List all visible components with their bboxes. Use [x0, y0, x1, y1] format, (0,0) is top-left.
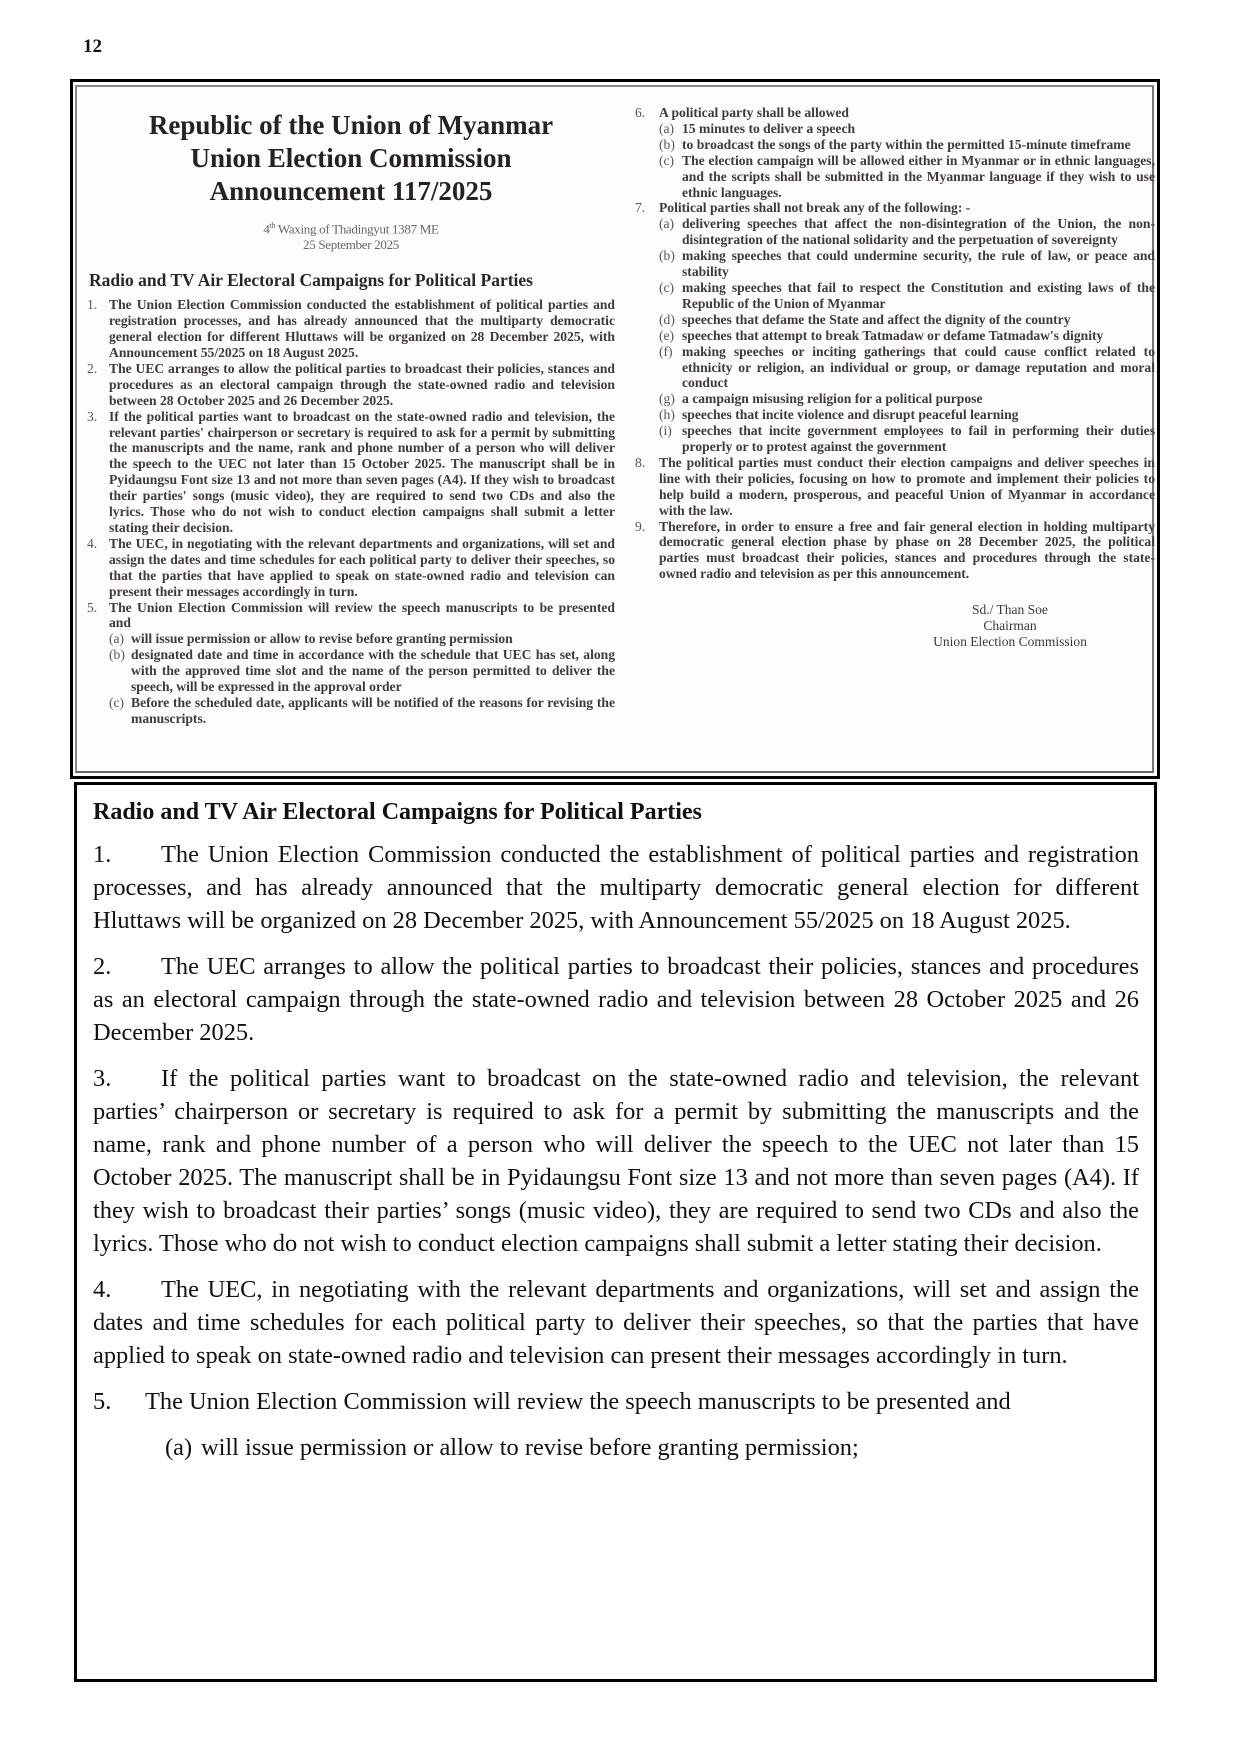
announcement-scan-frame [70, 79, 1160, 779]
announcement-item-7f [635, 344, 1155, 392]
announcement-left-column [87, 87, 615, 727]
item-label: (d) [659, 311, 675, 327]
item-label: (h) [659, 407, 675, 423]
paragraph-number: 1. [87, 297, 98, 313]
transcription-paragraph-4 [93, 1273, 1139, 1372]
announcement-item-7a [635, 216, 1155, 248]
paragraph-number: 2. [93, 953, 112, 980]
item-label: (c) [109, 694, 125, 710]
item-text: will issue permission or allow to revise before granting permission; [201, 1434, 859, 1461]
date-myanmar-rest: Waxing of Thadingyut 1387 ME [275, 221, 439, 237]
transcription-paragraph-1 [93, 838, 1139, 937]
item-label: (b) [659, 248, 675, 264]
paragraph-text: Therefore, in order to ensure a free and fair general election in holding multiparty democratic general election phase by phase on 28 December 2025, the political parties must broadcast their policies, stances and procedures through the state-owned radio and television as per this announcement. [659, 518, 1155, 582]
announcement-scan-inner [75, 85, 1154, 773]
paragraph-text: Political parties shall not break any of the following: - [659, 200, 971, 216]
item-label: (g) [659, 391, 675, 407]
announcement-item-7d [635, 312, 1155, 328]
paragraph-number: 3. [87, 408, 98, 424]
announcement-paragraph-3 [87, 409, 615, 536]
announcement-item-6c [635, 153, 1155, 201]
item-label: (c) [659, 279, 675, 295]
paragraph-number: 7. [635, 200, 646, 216]
item-text: speeches that defame the State and affect the dignity of the country [682, 311, 1071, 327]
announcement-paragraph-6 [635, 105, 1155, 121]
paragraph-text: The UEC, in negotiating with the relevant departments and organizations, will set and assign the dates and time schedules for each political party to deliver their speeches, so that the parties that have applied to speak on state-owned radio and television can present their messages accordingly in turn. [109, 535, 615, 599]
transcription-paragraph-3 [93, 1062, 1139, 1260]
announcement-subtitle: Radio and TV Air Electoral Campaigns for Political Parties [89, 270, 533, 291]
signatory-name: Sd./ Than Soe [972, 602, 1048, 618]
announcement-item-7g [635, 391, 1155, 407]
item-label: (a) [165, 1434, 193, 1461]
announcement-paragraph-8 [635, 455, 1155, 519]
paragraph-text: If the political parties want to broadcast on the state-owned radio and television, the relevant parties' chairperson or secretary is required to ask for a permit by submitting the manuscripts and the name, rank and phone number of a person who will deliver the speech to the UEC not later than 15 October 2025. The manuscript shall be in Pyidaungsu Font size 13 and not more than seven pages (A4). If they wish to broadcast their parties' songs (music video), they are required to send two CDs and also the lyrics. Those who do not wish to conduct election campaigns shall submit a letter stating their decision. [109, 408, 615, 536]
paragraph-number: 6. [635, 105, 646, 120]
item-label: (b) [109, 647, 125, 663]
item-text: The election campaign will be allowed either in Myanmar or in ethnic languages, and the scripts shall be submitted in the Myanmar language if they wish to use ethnic languages. [682, 152, 1155, 200]
announcement-paragraph-5 [87, 600, 615, 632]
item-text: making speeches or inciting gatherings that could cause conflict related to ethnicity or religion, an individual or group, or damage reputation and moral conduct [682, 343, 1155, 391]
item-text: will issue permission or allow to revise before granting permission [131, 631, 513, 647]
transcription-title: Radio and TV Air Electoral Campaigns for Political Parties [93, 799, 702, 825]
paragraph-text: If the political parties want to broadcast on the state-owned radio and television, the relevant parties’ chairperson or secretary is required to ask for a permit by submitting the manuscripts and the name, rank and phone number of a person who will deliver the speech to the UEC not later than 15 October 2025. The manuscript shall be in Pyidaungsu Font size 13 and not more than seven pages (A4). If they wish to broadcast their parties’ songs (music video), they are required to send two CDs and also the lyrics. Those who do not wish to conduct election campaigns shall submit a letter stating their decision. [93, 1065, 1139, 1257]
paragraph-text: The political parties must conduct their election campaigns and deliver speeches in line with their policies, focusing on how to promote and implement their policies to help build a modern, prosperous, and peaceful Union of Myanmar in accordance with the law. [659, 454, 1155, 518]
transcription-item-5a [93, 1431, 1139, 1464]
item-label: (f) [659, 343, 673, 359]
announcement-item-7b [635, 248, 1155, 280]
paragraph-number: 1. [93, 841, 112, 868]
page-number: 12 [83, 36, 102, 57]
item-text: to broadcast the songs of the party within the permitted 15-minute timeframe [682, 136, 1131, 152]
item-text: speeches that incite government employees to fail in performing their duties properly or to protest against the government [682, 423, 1155, 455]
transcription-box [74, 782, 1157, 1682]
announcement-item-6a [635, 121, 1155, 137]
paragraph-number: 5. [87, 599, 98, 615]
item-label: (b) [659, 136, 675, 152]
announcement-title [87, 109, 615, 208]
item-label: (a) [659, 120, 675, 136]
announcement-item-7e [635, 328, 1155, 344]
item-text: making speeches that could undermine security, the rule of law, or peace and stability [682, 248, 1155, 280]
item-label: (e) [659, 327, 675, 343]
paragraph-text: The Union Election Commission conducted the establishment of political parties and registration processes, and has already announced that the multiparty democratic general election for different Hluttaws will be organized on 28 December 2025, with Announcement 55/2025 on 18 August 2025. [93, 841, 1139, 934]
announcement-paragraph-1 [87, 297, 615, 361]
item-label: (c) [659, 152, 675, 168]
item-label: (a) [109, 631, 125, 647]
announcement-right-column [635, 105, 1155, 650]
announcement-paragraph-9 [635, 519, 1155, 583]
paragraph-text: The Union Election Commission will review the speech manuscripts to be presented and [145, 1388, 1011, 1415]
item-text: making speeches that fail to respect the Constitution and existing laws of the Republic of the Union of Myanmar [682, 279, 1155, 311]
title-line-country: Republic of the Union of Myanmar [148, 110, 554, 140]
paragraph-number: 9. [635, 518, 646, 534]
date-ordinal-suffix: th [269, 221, 276, 230]
item-text: 15 minutes to deliver a speech [682, 120, 856, 136]
item-label: (a) [659, 216, 675, 232]
paragraph-number: 4. [87, 535, 98, 551]
item-text: speeches that attempt to break Tatmadaw or defame Tatmadaw's dignity [682, 327, 1104, 343]
announcement-item-5c [87, 695, 615, 727]
title-line-commission: Union Election Commission [190, 143, 512, 173]
paragraph-number: 3. [93, 1065, 112, 1092]
item-text: delivering speeches that affect the non-disintegration of the Union, the non-disintegration of the national solidarity and the perpetuation of sovereignty [682, 216, 1155, 248]
item-text: a campaign misusing religion for a political purpose [682, 391, 983, 407]
announcement-item-7i [635, 423, 1155, 455]
title-line-number: Announcement 117/2025 [209, 176, 493, 206]
announcement-item-7c [635, 280, 1155, 312]
signature-block [865, 602, 1155, 650]
announcement-paragraph-4 [87, 536, 615, 600]
paragraph-text: The UEC arranges to allow the political parties to broadcast their policies, stances and procedures as an electoral campaign through the state-owned radio and television between 28 October 2025 and 26 December 2025. [109, 360, 615, 408]
announcement-paragraph-2 [87, 361, 615, 409]
paragraph-number: 5. [93, 1388, 112, 1415]
paragraph-number: 8. [635, 454, 646, 470]
announcement-date [87, 218, 615, 253]
date-gregorian: 25 September 2025 [303, 237, 399, 253]
paragraph-number: 4. [93, 1276, 112, 1303]
item-text: speeches that incite violence and disrupt peaceful learning [682, 407, 1019, 423]
date-myanmar [87, 218, 615, 237]
paragraph-text: The UEC, in negotiating with the relevant departments and organizations, will set and assign the dates and time schedules for each political party to deliver their speeches, so that the parties that have applied to speak on state-owned radio and television can present their messages accordingly in turn. [93, 1276, 1139, 1369]
paragraph-number: 2. [87, 360, 98, 376]
signatory-organization: Union Election Commission [933, 634, 1087, 650]
item-label: (i) [659, 423, 672, 439]
announcement-item-7h [635, 407, 1155, 423]
announcement-item-5a [87, 631, 615, 647]
paragraph-text: A political party shall be allowed [659, 105, 849, 120]
announcement-paragraph-7 [635, 200, 1155, 216]
signatory-position: Chairman [983, 618, 1037, 634]
announcement-item-6b [635, 137, 1155, 153]
announcement-item-5b [87, 647, 615, 695]
date-ordinal: 4 [263, 221, 270, 237]
paragraph-text: The Union Election Commission will review the speech manuscripts to be presented and [109, 599, 615, 631]
paragraph-text: The Union Election Commission conducted the establishment of political parties and registration processes, and has already announced that the multiparty democratic general election for different Hluttaws will be organized on 28 December 2025, with Announcement 55/2025 on 18 August 2025. [109, 297, 615, 361]
paragraph-text: The UEC arranges to allow the political parties to broadcast their policies, stances and procedures as an electoral campaign through the state-owned radio and television between 28 October 2025 and 26 December 2025. [93, 953, 1139, 1046]
transcription-paragraph-2 [93, 950, 1139, 1049]
item-text: designated date and time in accordance with the schedule that UEC has set, along with the approved time slot and the name of the person permitted to deliver the speech, will be expressed in the approval order [131, 647, 615, 695]
item-text: Before the scheduled date, applicants will be notified of the reasons for revising the manuscripts. [131, 694, 615, 726]
transcription-paragraph-5 [93, 1385, 1139, 1418]
